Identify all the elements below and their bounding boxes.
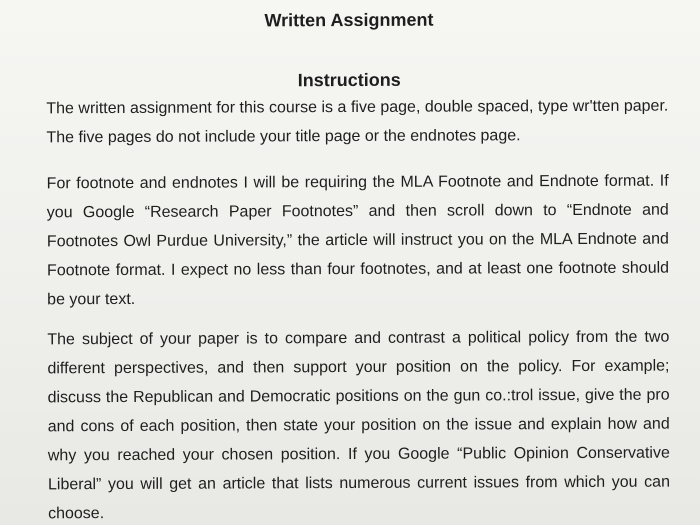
document-title: Written Assignment bbox=[264, 9, 434, 31]
paragraph-footnote-format: For footnote and endnotes I will be requiring the MLA Footnote and Endnote format. If you Google “Research Paper Footnotes” and then scroll down to “Endnote and Footnotes Owl Purdue University,” the article will instruct you on the MLA Endnote and Footnote format. I expect no less than four footnotes, and at least one footnote should be your text. bbox=[46, 172, 670, 309]
instructions-heading: Instructions bbox=[297, 69, 401, 91]
paragraph-assignment-length: The written assignment for this course is a five page, double spaced, type wr'tten paper. The five pages do not include your title page or the endnotes page. bbox=[46, 97, 669, 147]
paragraph-paper-subject: The subject of your paper is to compare and contrast a political policy from the two different perspectives, and then support your position on the policy. For example; discuss the Republican and Democratic positions on the gun co.:trol issue, give the pro and cons of each position, then state your position on the issue and explain how and why you reached your chosen position. If you Google “Public Opinion Conservative Liberal” you will get an article that lists numerous current issues from which you can choose. bbox=[47, 328, 670, 523]
